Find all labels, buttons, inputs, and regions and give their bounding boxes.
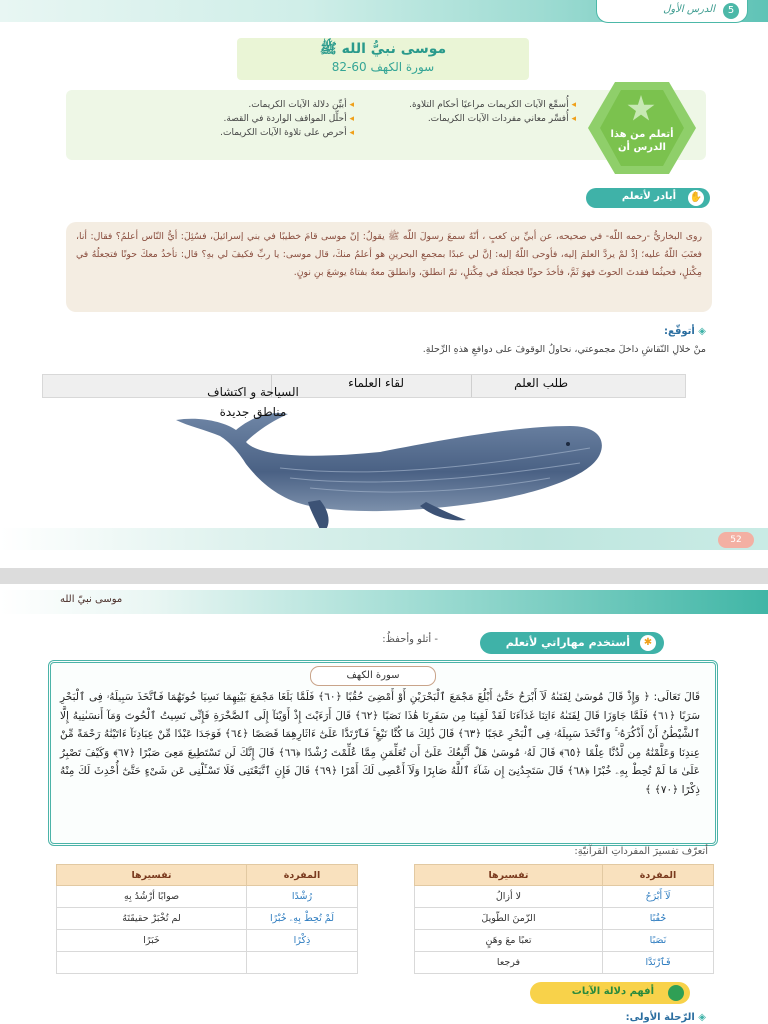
whale-illustration [170, 408, 610, 538]
vocab-meaning: الزّمنَ الطّويلَ [415, 908, 603, 930]
col-meaning: تفسيرها [415, 865, 603, 886]
objective-item: ◂ أُسمِّع الآيات الكريمات مراعيًا أحكام التلاوة. [358, 98, 576, 112]
motive-cell: طلب العلم [514, 376, 568, 390]
footer-band [0, 528, 768, 550]
tag-understand [530, 982, 690, 1004]
vocab-word: لَمْ تُحِطْ بِهِۦ خُبْرًا [247, 908, 358, 930]
vocab-table-left [56, 864, 358, 974]
vocab-meaning: فرجعا [415, 952, 603, 974]
vocab-word: رُشْدًا [247, 886, 358, 908]
objectives-list-right [358, 98, 576, 126]
vocab-word: حُقُبًا [603, 908, 714, 930]
motive-cell-tourism: السياحة و اكتشاف مناطق جديدة [207, 385, 299, 419]
table-row [415, 908, 714, 930]
book-icon [668, 985, 684, 1001]
textbook-page-53 [0, 584, 768, 1024]
lesson-badge [596, 0, 748, 23]
objective-item: ◂ أبيِّن دلالة الآيات الكريمات. [154, 98, 354, 112]
objectives-list-left [154, 98, 354, 140]
vocab-meaning: تعبًا معَ وهَنٍ [415, 930, 603, 952]
tag-skills-label: أستخدم مهاراتي لأتعلم [505, 636, 630, 649]
lesson-title-box [237, 38, 529, 80]
vocab-word: لَآ أَبْرَحُ [603, 886, 714, 908]
tag-learn [586, 188, 710, 208]
table-row [57, 952, 358, 974]
table-row [57, 886, 358, 908]
vocab-meaning: لا أزالُ [415, 886, 603, 908]
expect-heading: ◈ أتوقّع: [663, 326, 706, 337]
motive-cell: لقاء العلماء [348, 376, 404, 390]
vocab-meaning: صوابًا أرْشُدُ بِهِ [57, 886, 247, 908]
vocab-word: ذِكْرًا [247, 930, 358, 952]
table-row [415, 886, 714, 908]
trip-heading: ◈ الرّحلة الأولى: [625, 1012, 706, 1023]
vocab-meaning: خَبَرًا [57, 930, 247, 952]
story-box [66, 222, 712, 312]
col-word: المفردة [247, 865, 358, 886]
table-row [57, 908, 358, 930]
hand-icon: ✋ [688, 190, 704, 206]
objective-item: ◂ أحلِّل المواقف الواردة في القصة. [154, 112, 354, 126]
col-word: المفردة [603, 865, 714, 886]
tag-skills [480, 632, 664, 654]
lesson-title: موسى نبيُّ الله ﷺ [319, 41, 447, 57]
vocab-table-right [414, 864, 714, 974]
objective-item: ◂ أُفسِّر معاني مفردات الآيات الكريمات. [358, 112, 576, 126]
table-row [415, 930, 714, 952]
page-number: 52 [718, 532, 754, 548]
vocab-meaning [57, 952, 247, 974]
tag-understand-label: أفهم دلالة الآيات [571, 986, 654, 997]
vocab-word: فَٱرْتَدَّا [603, 952, 714, 974]
bulb-icon: ✱ [640, 635, 656, 651]
header-title: موسى نبيّ الله [60, 594, 123, 605]
lesson-label: الدرس الأول [663, 4, 715, 15]
surah-title: سورة الكهف [310, 666, 436, 686]
page-separator [0, 568, 768, 584]
table-row [415, 952, 714, 974]
expect-text: منْ خلالِ النّقاشِ داخلَ مجموعتي، نحاولُ الوقوفَ على دوافعِ هذهِ الرِّحلةِ. [422, 344, 706, 355]
objectives-title: أتعلم من هذا الدرس أن [610, 129, 674, 153]
expect-heading-label: أتوقّع: [663, 326, 695, 337]
vocab-word: نَصَبًا [603, 930, 714, 952]
vocab-meaning: لم تُخْبَرْ حقيقَتَهُ [57, 908, 247, 930]
lesson-subtitle: سورة الكهف 60-82 [331, 60, 435, 74]
trip-heading-label: الرّحلة الأولى: [625, 1012, 695, 1023]
recite-heading: - أتلو وأحفظُ: [382, 634, 438, 645]
hadith-text: روى البخاريُّ -رحمه اللّه- في صحيحه، عن أبيِّ بن كعبٍ ، أنّهُ سمعَ رسولَ اللّه ﷺ يقولُ: إنّ موسى قامَ خطيبًا في بني إسرائيلَ، فسُئِلَ: أيُّ النّاس أعلمُ؟ فقال: أنا، فعتَبَ اللّهُ عليه؛ إذْ لمْ يردَّ العلمَ إليه، فأوحى اللّهُ إليه: إنَّ لي عبدًا بمجمعِ البحرينِ هو أعلمُ منكَ، قال موسى: يا ربِّ فكيفَ لي بهِ؟ قال: تأخذُ معكَ حوتًا فتجعلُهُ في مِكْتلٍ، فحيثُما فقدتَ الحوتَ فهوَ ثَمَّ، فأخذَ حوتًا فجعلَهُ في مِكْتلٍ، ثمّ انطلقَ، وانطلقَ معهُ بفتاهُ يوشعَ بنِ نونٍ. [76, 231, 702, 278]
lesson-number: 5 [723, 3, 739, 19]
tag-learn-label: أبادر لأتعلم [621, 191, 676, 202]
objective-item: ◂ أحرص على تلاوة الآيات الكريمات. [154, 126, 354, 140]
col-meaning: تفسيرها [57, 865, 247, 886]
quran-verses: قَالَ تَعَالَى: ﴿ وَإِذْ قَالَ مُوسَىٰ لِفَتَىٰهُ لَآ أَبْرَحُ حَتَّىٰٓ أَبْلُغَ مَجْمَعَ ٱلْبَحْرَيْنِ أَوْ أَمْضِىَ حُقُبًا ﴿٦٠﴾ فَلَمَّا بَلَغَا مَجْمَعَ بَيْنِهِمَا نَسِيَا حُوتَهُمَا فَٱتَّخَذَ سَبِيلَهُۥ فِى ٱلْبَحْرِ سَرَبًا ﴿٦١﴾ فَلَمَّا جَاوَزَا قَالَ لِفَتَىٰهُ ءَاتِنَا غَدَآءَنَا لَقَدْ لَقِينَا مِن سَفَرِنَا هَٰذَا نَصَبًا ﴿٦٢﴾ قَالَ أَرَءَيْتَ إِذْ أَوَيْنَآ إِلَى ٱلصَّخْرَةِ فَإِنِّى نَسِيتُ ٱلْحُوتَ وَمَآ أَنسَىٰنِيهُ إِلَّا ٱلشَّيْطَٰنُ أَنْ أَذْكُرَهُۥ ۚ وَٱتَّخَذَ سَبِيلَهُۥ فِى ٱلْبَحْرِ عَجَبًا ﴿٦٣﴾ قَالَ ذَٰلِكَ مَا كُنَّا نَبْغِ ۚ فَٱرْتَدَّا عَلَىٰٓ ءَاثَارِهِمَا قَصَصًا ﴿٦٤﴾ فَوَجَدَا عَبْدًا مِّنْ عِبَادِنَآ ءَاتَيْنَٰهُ رَحْمَةً مِّنْ عِندِنَا وَعَلَّمْنَٰهُ مِن لَّدُنَّا عِلْمًا ﴿٦٥﴾ قَالَ لَهُۥ مُوسَىٰ هَلْ أَتَّبِعُكَ عَلَىٰٓ أَن تُعَلِّمَنِ مِمَّا عُلِّمْتَ رُشْدًا ﴿٦٦﴾ قَالَ إِنَّكَ لَن تَسْتَطِيعَ مَعِىَ صَبْرًا ﴿٦٧﴾ وَكَيْفَ تَصْبِرُ عَلَىٰ مَا لَمْ تُحِطْ بِهِۦ خُبْرًا ﴿٦٨﴾ قَالَ سَتَجِدُنِىٓ إِن شَآءَ ٱللَّهُ صَابِرًا وَلَآ أَعْصِى لَكَ أَمْرًا ﴿٦٩﴾ قَالَ فَإِنِ ٱتَّبَعْتَنِى فَلَا تَسْـَٔلْنِى عَن شَىْءٍ حَتَّىٰٓ أُحْدِثَ لَكَ مِنْهُ ذِكْرًا ﴿٧٠﴾ ﴾ [60, 691, 701, 796]
vocab-heading: أتعرّف تفسيرَ المفرداتِ القرآنيّةِ: [574, 846, 708, 857]
table-row [57, 930, 358, 952]
vocab-word [247, 952, 358, 974]
